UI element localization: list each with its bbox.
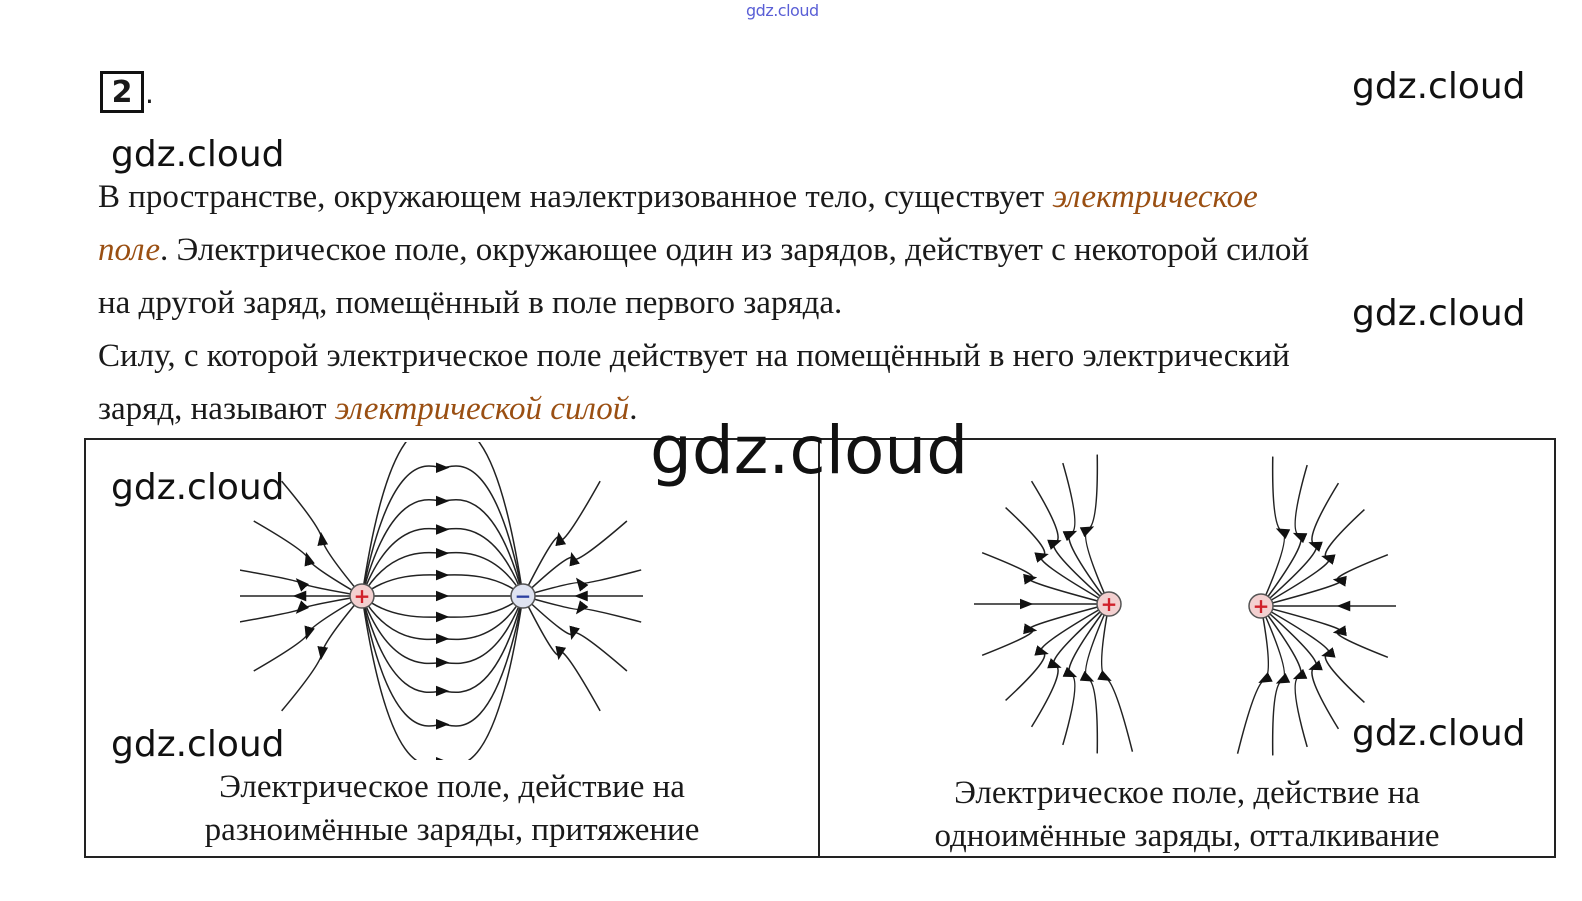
caption-left-line1: Электрическое поле, действие на	[219, 769, 685, 805]
positive-charge-1	[1097, 592, 1121, 616]
caption-left-line2: разноимённые заряды, притяжение	[204, 812, 700, 848]
negative-charge	[511, 584, 535, 608]
watermark-top: gdz.cloud	[746, 1, 819, 20]
field-line	[1086, 455, 1109, 604]
watermark-center-big: gdz.cloud	[650, 412, 969, 489]
field-line	[1261, 457, 1284, 606]
field-line	[282, 481, 362, 596]
minus-sign: −	[514, 584, 532, 608]
watermark-right-top: gdz.cloud	[1352, 66, 1526, 107]
watermark-left-bottom: gdz.cloud	[111, 724, 285, 765]
term-electric: электрическое	[1052, 179, 1258, 215]
paragraph-text: Силу, с которой электрическое поле действует на помещённый в него электрический	[98, 338, 1290, 374]
field-line	[1238, 606, 1269, 754]
paragraph-end: .	[629, 391, 638, 427]
field-line	[362, 529, 523, 596]
term-field: поле	[98, 232, 161, 268]
plus-sign: +	[1100, 592, 1118, 616]
caption-right-line1: Электрическое поле, действие на	[954, 775, 1420, 811]
caption-left	[86, 766, 818, 852]
plus-sign: +	[1252, 594, 1270, 618]
field-line	[523, 570, 641, 596]
field-line	[362, 553, 523, 596]
paragraph-text: В пространстве, окружающем наэлектризованное тело, существует	[98, 179, 1053, 215]
field-line	[362, 596, 523, 617]
caption-right-line2: одноимённые заряды, отталкивание	[934, 818, 1440, 854]
paragraph-text: . Электрическое поле, окружающее один из зарядов, действует с некоторой силой	[160, 232, 1310, 268]
term-electric-force: электрической силой	[334, 391, 630, 427]
caption-right	[820, 772, 1554, 858]
field-line	[362, 596, 523, 760]
field-line	[1102, 604, 1133, 752]
paragraph-text: заряд, называют	[98, 391, 335, 427]
field-line	[362, 596, 523, 639]
watermark-right-mid: gdz.cloud	[1352, 293, 1526, 334]
paragraph-text: на другой заряд, помещённый в поле первого заряда.	[98, 285, 843, 321]
field-lines-like-charges	[970, 452, 1410, 762]
field-line	[282, 596, 362, 711]
field-line	[523, 596, 600, 711]
task-number: 2	[100, 71, 144, 113]
field-line	[362, 575, 523, 596]
field-line	[362, 596, 523, 663]
field-line	[523, 521, 627, 596]
plus-sign: +	[353, 584, 371, 608]
field-line	[523, 481, 600, 596]
field-line	[523, 596, 641, 622]
field-line	[523, 596, 627, 671]
positive-charge-2	[1249, 594, 1273, 618]
paragraph-electric-field	[98, 171, 1538, 330]
watermark-left-figure: gdz.cloud	[111, 467, 285, 508]
field-line	[362, 442, 523, 596]
positive-charge-left	[350, 584, 374, 608]
task-number-dot: .	[145, 77, 154, 110]
watermark-right-bottom: gdz.cloud	[1352, 713, 1526, 754]
watermark-left-top: gdz.cloud	[111, 134, 285, 175]
field-lines-opposite-charges	[240, 442, 650, 760]
